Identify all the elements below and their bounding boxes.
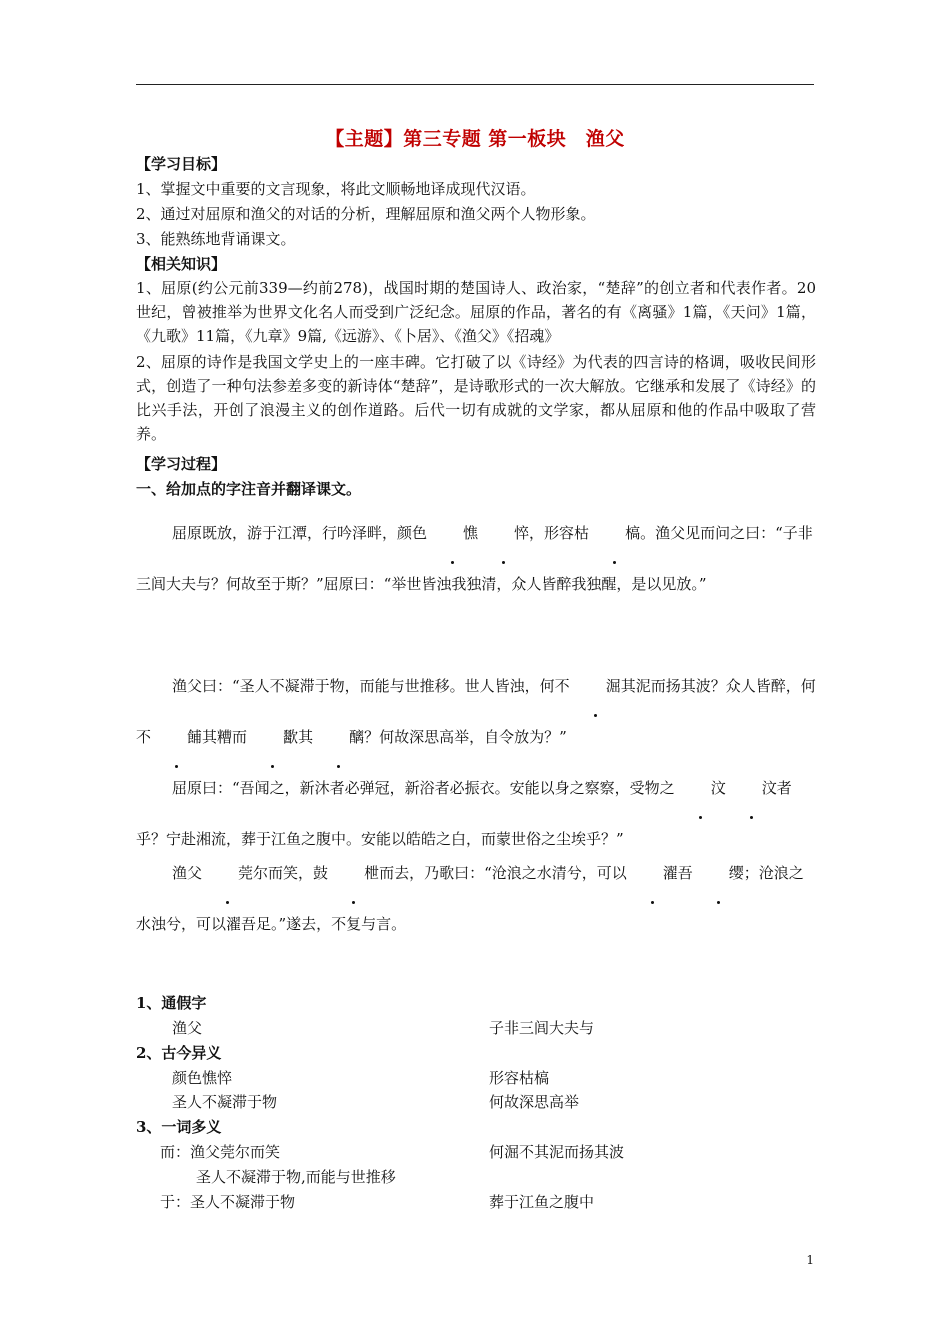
example-item: 圣人不凝滞于物	[172, 1093, 278, 1111]
dotted-character: 汶	[726, 763, 777, 814]
dotted-character: 濯	[627, 848, 678, 899]
dotted-character: 歠	[247, 712, 298, 763]
dotted-character: 汶	[675, 763, 726, 814]
goals-header: 【学习目标】	[136, 155, 227, 173]
passage-text: ？何故深思高举，自令放为？”	[364, 728, 567, 746]
section-header: 2、古今异义	[136, 1044, 222, 1062]
goal-item: 1、掌握文中重要的文言现象，将此文顺畅地译成现代汉语。	[136, 180, 536, 198]
knowledge-paragraph-1: 1、屈原(约公元前339—约前278)，战国时期的楚国诗人、政治家，“楚辞”的创立者和代表作者。20世纪，曾被推举为世界文化名人而受到广泛纪念。屈原的作品，著名的有《离骚》1篇，《天问》1篇，《九歌》11篇，《九章》9篇,《远游》、《卜居》、《渔父》《招魂》	[136, 279, 816, 345]
example-item: 颜色憔悴	[172, 1069, 233, 1087]
dotted-character: 悴	[478, 508, 529, 559]
example-item: 圣人不凝滞于物,而能与世推移	[196, 1168, 396, 1186]
example-item: 形容枯槁	[489, 1069, 550, 1087]
example-item: 葬于江鱼之腹中	[489, 1193, 595, 1211]
page-number: 1	[806, 1253, 814, 1267]
dotted-character: 餔	[151, 712, 202, 763]
passage-text: 。渔父见而问之曰：“子非三闾大夫与？何故至于斯？”屈原曰：“举世皆浊我独清，众人皆醉我独醒，是以见放。”	[136, 524, 813, 593]
example-item: 于：圣人不凝滞于物	[160, 1193, 296, 1211]
dotted-character: 醨	[313, 712, 364, 763]
passage-text: 其	[298, 728, 314, 746]
example-item: 而：渔父莞尔而笑	[160, 1143, 281, 1161]
passage-text: 吾	[677, 864, 693, 882]
example-item: 渔父	[172, 1019, 203, 1037]
section-header: 1、通假字	[136, 994, 207, 1012]
example-item: 何淈不其泥而扬其波	[489, 1143, 625, 1161]
passage-text: 其泥而扬其波？众人皆醉，何不	[136, 677, 816, 746]
passage-text: 其糟而	[202, 728, 248, 746]
knowledge-paragraph-2: 2、屈原的诗作是我国文学史上的一座丰碑。它打破了以《诗经》为代表的四言诗的格调，吸收民间形式，创造了一种句法参差多变的新诗体“楚辞”，是诗歌形式的一次大解放。它继承和发展了《诗经》的比兴手法，开创了浪漫主义的创作道路。后代一切有成就的文学家，都从屈原和他的作品中吸取了营养。	[136, 353, 816, 443]
page-title: 【主题】第三专题 第一板块 渔父	[325, 128, 625, 150]
goal-item: 3、能熟练地背诵课文。	[136, 230, 296, 248]
passage-text: 者乎？宁赴湘流，葬于江鱼之腹中。安能以皓皓之白，而蒙世俗之尘埃乎？”	[136, 779, 792, 848]
passage-text: ，形容枯	[529, 524, 590, 542]
header-rule	[136, 84, 814, 85]
passage-paragraph	[136, 508, 816, 610]
passage-paragraph	[136, 848, 816, 950]
passage-text: 渔父曰：“圣人不凝滞于物，而能与世推移。世人皆浊，何不	[172, 677, 570, 695]
passage-text: 尔而笑，鼓	[253, 864, 329, 882]
process-header: 【学习过程】	[136, 455, 227, 473]
passage-paragraph	[136, 661, 816, 763]
goal-item: 2、通过对屈原和渔父的对话的分析，理解屈原和渔父两个人物形象。	[136, 205, 596, 223]
example-item: 何故深思高举	[489, 1093, 580, 1111]
passage-text: ；沧浪之水浊兮，可以濯吾足。”遂去，不复与言。	[136, 864, 804, 933]
dotted-character: 憔	[427, 508, 478, 559]
section-header: 3、一词多义	[136, 1118, 222, 1136]
knowledge-header: 【相关知识】	[136, 255, 227, 273]
task-instruction: 一、给加点的字注音并翻译课文。	[136, 480, 362, 498]
dotted-character: 槁	[589, 508, 640, 559]
passage-text: 而去，乃歌曰：“沧浪之水清兮，可以	[379, 864, 627, 882]
passage-text: 屈原曰：“吾闻之，新沐者必弹冠，新浴者必振衣。安能以身之察察，受物之	[172, 779, 675, 797]
passage-text: 屈原既放，游于江潭，行吟泽畔，颜色	[172, 524, 428, 542]
passage-text: 渔父	[172, 864, 203, 882]
dotted-character: 缨	[693, 848, 744, 899]
dotted-character: 莞	[202, 848, 253, 899]
dotted-character: 淈	[570, 661, 621, 712]
example-item: 子非三闾大夫与	[489, 1019, 595, 1037]
dotted-character: 枻	[328, 848, 379, 899]
